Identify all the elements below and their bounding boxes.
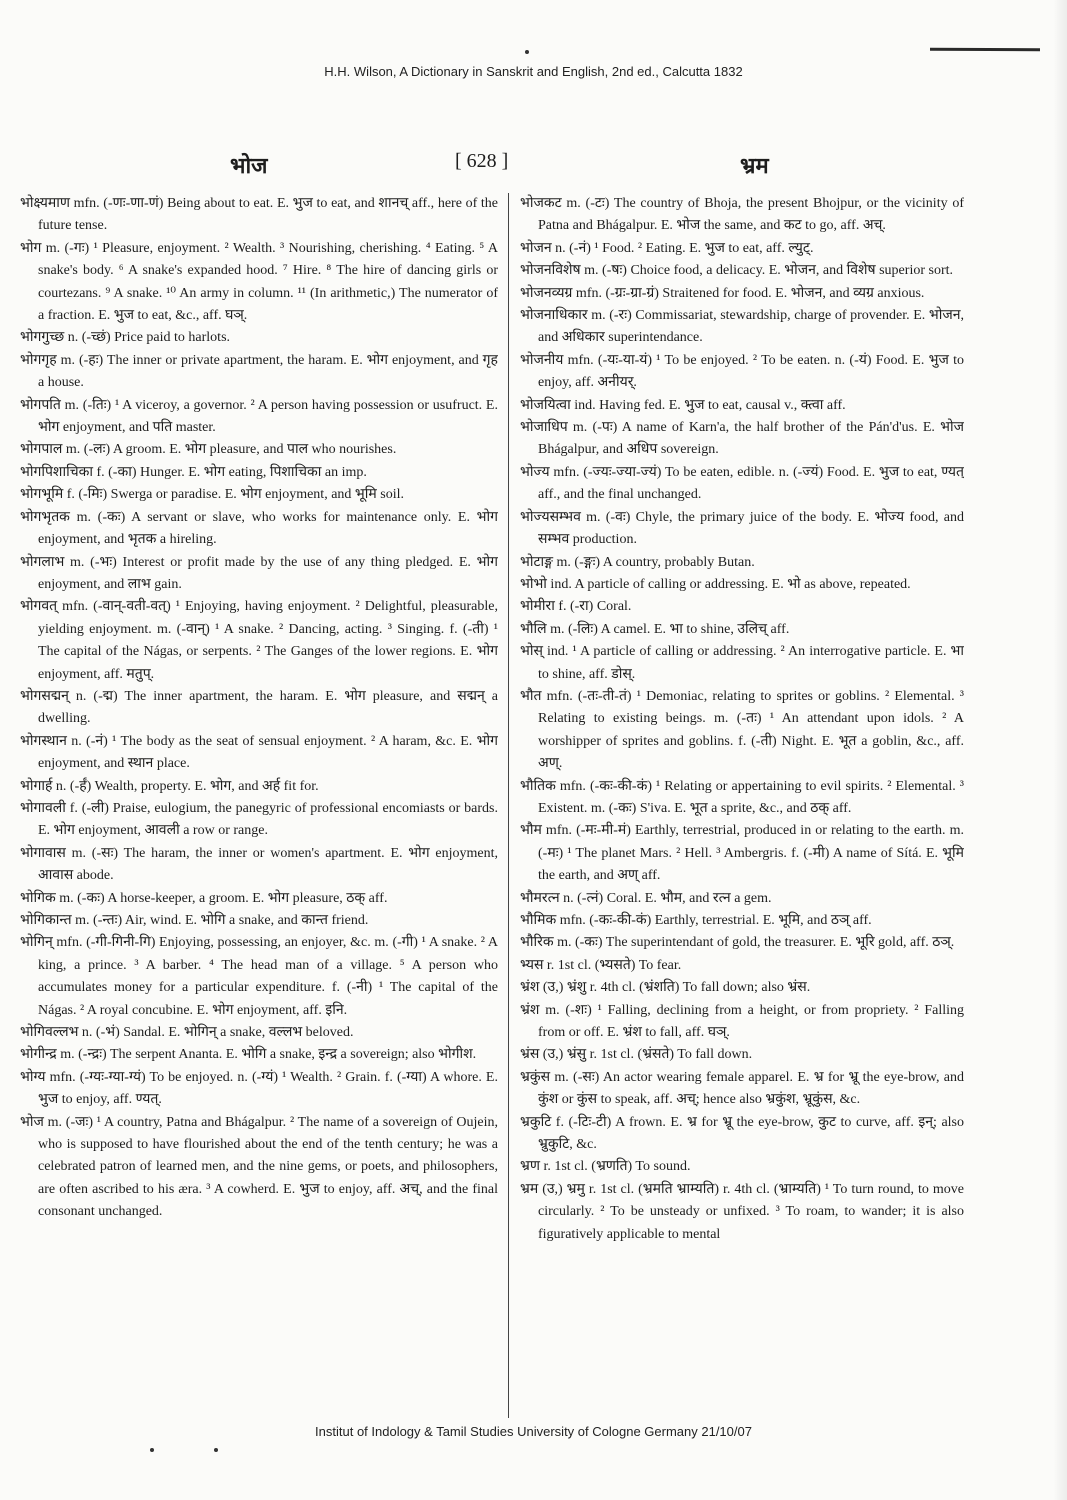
- dictionary-entry: भोज m. (-जः) ¹ A country, Patna and Bhágalpur. ² The name of a sovereign of Oujein, who is supposed to have flourished about the end of the tenth century; he was a celebrated patron of learned men, and the nine gems, or poets, and philosophers, are often ascribed to his æra. ³ A cowherd. E. भुज to enjoy, aff. अच्, and the final consonant unchanged.: [20, 1114, 498, 1220]
- dictionary-entry: भोगपति m. (-तिः) ¹ A viceroy, a governor. ² A person having possession or usufruct. E. भोग enjoyment, and पति master.: [20, 397, 498, 436]
- dictionary-entry: भोगस्थान n. (-नं) ¹ The body as the seat of sensual enjoyment. ² A haram, &c. E. भोग enjoyment, and स्थान place.: [20, 733, 498, 772]
- dictionary-entry: भोगिवल्लभ n. (-भं) Sandal. E. भोगिन् a snake, वल्लभ beloved.: [20, 1025, 354, 1041]
- page-number: [ 628 ]: [455, 150, 509, 172]
- left-running-head: भोज: [230, 153, 268, 178]
- dictionary-entry: भोटाङ्ग m. (-ङ्गः) A country, probably Butan.: [520, 554, 755, 570]
- dictionary-entry: भौमरत्न n. (-त्नं) Coral. E. भौम, and रत्न a gem.: [520, 890, 772, 906]
- dictionary-entry: भोज्य mfn. (-ज्यः-ज्या-ज्यं) To be eaten, edible. n. (-ज्यं) Food. E. भुज to eat, ण्यत् aff., and the final unchanged.: [520, 464, 964, 503]
- column-divider: [508, 193, 509, 1418]
- scan-speck: [150, 1448, 154, 1452]
- right-column: [520, 193, 964, 1423]
- dictionary-entry: भोक्ष्यमाण mfn. (-णः-णा-णं) Being about to eat. E. भुज to eat, and शानच् aff., here of the future tense.: [20, 196, 498, 234]
- dictionary-entry: भोस् ind. ¹ A particle of calling or addressing. ² An interrogative particle. E. भा to shine, aff. डोस्.: [520, 644, 964, 682]
- dictionary-entry: भोजनाधिकार m. (-रः) Commissariat, stewardship, charge of provender. E. भोजन, and अधिकार superintendance.: [520, 308, 964, 346]
- dictionary-entry: भोमीरा f. (-रा) Coral.: [520, 599, 632, 615]
- dictionary-entry: भ्रम (उ,) भ्रमु r. 1st cl. (भ्रमति भ्राम्यति) r. 4th cl. (भ्राम्यति) ¹ To turn round, to move circularly. ² To be unsteady or unfixed. ³ To roam, to wander; it is also figuratively applicable to mental: [520, 1181, 964, 1242]
- dictionary-entry: भोजन n. (-नं) ¹ Food. ² Eating. E. भुज to eat, aff. ल्युट्.: [520, 240, 814, 256]
- dictionary-entry: भोजयित्वा ind. Having fed. E. भुज to eat, causal v., क्त्वा aff.: [520, 397, 846, 413]
- dictionary-entry: भोगपिशाचिका f. (-का) Hunger. E. भोग eating, पिशाचिका an imp.: [20, 464, 367, 480]
- scan-top-rule: [930, 48, 1040, 52]
- dictionary-entry: भ्यस r. 1st cl. (भ्यसते) To fear.: [520, 957, 682, 973]
- dictionary-entry: भोग्य mfn. (-ग्यः-ग्या-ग्यं) To be enjoyed. n. (-ग्यं) ¹ Wealth. ² Grain. f. (-ग्या) A whore. E. भुज to enjoy, aff. ण्यत्.: [20, 1069, 498, 1108]
- dictionary-entry: भोगभूमि f. (-मिः) Swerga or paradise. E. भोग enjoyment, and भूमि soil.: [20, 487, 404, 503]
- source-footer: Institut of Indology & Tamil Studies University of Cologne Germany 21/10/07: [315, 1424, 752, 1439]
- dictionary-entry: भोगसद्मन् n. (-द्म) The inner apartment, the haram. E. भोग pleasure, and सद्मन् a dwelling.: [20, 688, 498, 727]
- left-column: [20, 193, 498, 1423]
- dictionary-entry: भोजाधिप m. (-पः) A name of Karn'a, the half brother of the Pán'd'us. E. भोज Bhágalpur, and अधिप sovereign.: [520, 420, 964, 458]
- right-running-head: भ्रम: [740, 153, 769, 178]
- scan-edge-shadow: [1053, 0, 1067, 1500]
- dictionary-entry: भोगावास m. (-सः) The haram, the inner or women's apartment. E. भोग enjoyment, आवास abode.: [20, 845, 498, 884]
- dictionary-entry: भ्रकुटि f. (-टिः-टी) A frown. E. भ्र for भ्रू the eye-brow, कुट to curve, aff. इन्; also भ्रुकुटि, &c.: [520, 1114, 964, 1153]
- dictionary-entry: भोगभृतक m. (-कः) A servant or slave, who works for maintenance only. E. भोग enjoyment, and भृतक a hireling.: [20, 509, 498, 548]
- dictionary-entry: भोजनव्यग्र mfn. (-ग्रः-ग्रा-ग्रं) Straitened for food. E. भोजन, and व्यग्र anxious.: [520, 285, 925, 301]
- dictionary-entry: भोगीन्द्र m. (-न्द्रः) The serpent Ananta. E. भोगि a snake, इन्द्र a sovereign; also भोगीश.: [20, 1047, 477, 1063]
- dictionary-entry: भोगार्ह n. (-र्हं) Wealth, property. E. भोग, and अर्ह fit for.: [20, 778, 319, 794]
- dictionary-entry: भोगवत् mfn. (-वान्-वती-वत्) ¹ Enjoying, having enjoyment. ² Delightful, pleasurable, yielding enjoyment. m. (-वान्) ¹ A snake. ² Dancing, acting. ³ Singing. f. (-ती) ¹ The capital of the Nágas, or serpents. ² The Ganges of the lower regions. E. भोग enjoyment, aff. मतुप्.: [20, 599, 498, 682]
- dictionary-entry: भ्रंस (उ,) भ्रंसु r. 1st cl. (भ्रंसते) To fall down.: [520, 1047, 753, 1063]
- dictionary-entry: भ्रण r. 1st cl. (भ्रणति) To sound.: [520, 1159, 691, 1175]
- dictionary-entry: भोगपाल m. (-लः) A groom. E. भोग pleasure, and पाल who nourishes.: [20, 442, 397, 458]
- dictionary-entry: भौतिक mfn. (-कः-की-कं) ¹ Relating or appertaining to evil spirits. ² Elemental. ³ Existent. m. (-कः) S'iva. E. भूत a sprite, &c., and ठक् aff.: [520, 778, 964, 816]
- dictionary-entry: भोग m. (-गः) ¹ Pleasure, enjoyment. ² Wealth. ³ Nourishing, cherishing. ⁴ Eating. ⁵ A snake's body. ⁶ A snake's expanded hood. ⁷ Hire. ⁸ The hire of dancing girls or courtezans. ⁹ A snake. ¹⁰ An army in column. ¹¹ (In arithmetic,) The numerator of a fraction. E. भुज to eat, &c., aff. घञ्.: [20, 240, 498, 324]
- scan-speck: [214, 1448, 218, 1452]
- dictionary-entry: भौम mfn. (-मः-मी-मं) Earthly, terrestrial, produced in or relating to the earth. m. (-मः) ¹ The planet Mars. ² Hell. ³ Ambergris. f. (-मी) A name of Sítá. E. भूमि the earth, and अण् aff.: [520, 823, 964, 884]
- dictionary-entry: भोगिकान्त m. (-न्तः) Air, wind. E. भोगि a snake, and कान्त friend.: [20, 913, 369, 928]
- scan-speck: [525, 50, 529, 54]
- dictionary-entry: भोज्यसम्भव m. (-वः) Chyle, the primary juice of the body. E. भोज्य food, and सम्भव production.: [520, 509, 964, 548]
- dictionary-entry: भोभो ind. A particle of calling or addressing. E. भो as above, repeated.: [520, 576, 911, 592]
- dictionary-entry: भ्रकुंस m. (-सः) An actor wearing female apparel. E. भ्र for भ्रू the eye-brow, and कुंश or कुंस to speak, aff. अच्; hence also भ्रकुंश, भ्रूकुंस, &c.: [520, 1069, 964, 1108]
- dictionary-entry: भोजनविशेष m. (-षः) Choice food, a delicacy. E. भोजन, and विशेष superior sort.: [520, 263, 953, 279]
- dictionary-entry: भोगिन् mfn. (-गी-गिनी-गि) Enjoying, possessing, an enjoyer, &c. m. (-गी) ¹ A snake. ² A king, a prince. ³ A barber. ⁴ The head man of a village. ⁵ A person who accumulates money for a particular expenditure. f. (-नी) ¹ The capital of the Nágas. ² A royal concubine. E. भोग enjoyment, aff. इनि.: [20, 935, 498, 1018]
- dictionary-entry: भ्रंश (उ,) भ्रंशु r. 4th cl. (भ्रंशति) To fall down; also भ्रंस.: [520, 980, 811, 996]
- dictionary-entry: भोजनीय mfn. (-यः-या-यं) ¹ To be enjoyed. ² To be eaten. n. (-यं) Food. E. भुज to enjoy, aff. अनीयर्.: [520, 352, 964, 391]
- dictionary-entry: भोगगुच्छ n. (-च्छं) Price paid to harlots.: [20, 330, 231, 346]
- dictionary-entry: भोगगृह m. (-हः) The inner or private apartment, the haram. E. भोग enjoyment, and गृह a house.: [20, 352, 498, 391]
- dictionary-entry: भ्रंश m. (-शः) ¹ Falling, declining from a height, or from propriety. ² Falling from or off. E. भ्रंश to fall, aff. घञ्.: [520, 1002, 964, 1041]
- dictionary-entry: भोगिक m. (-कः) A horse-keeper, a groom. E. भोग pleasure, ठक् aff.: [20, 890, 388, 906]
- dictionary-entry: भौरिक m. (-कः) The superintendant of gold, the treasurer. E. भूरि gold, aff. ठञ्.: [520, 935, 955, 951]
- source-header: H.H. Wilson, A Dictionary in Sanskrit and English, 2nd ed., Calcutta 1832: [324, 64, 743, 79]
- dictionary-entry: भोगावली f. (-ली) Praise, eulogium, the panegyric of professional encomiasts or bards. E. भोग enjoyment, आवली a row or range.: [20, 800, 498, 839]
- dictionary-entry: भोजकट m. (-टः) The country of Bhoja, the present Bhojpur, or the vicinity of Patna and Bhágalpur. E. भोज the same, and कट to go, aff. अच्.: [520, 196, 964, 234]
- dictionary-entry: भौलि m. (-लिः) A camel. E. भा to shine, उलिच् aff.: [520, 621, 790, 637]
- dictionary-entry: भोगलाभ m. (-भः) Interest or profit made by the use of any thing pledged. E. भोग enjoyment, and लाभ gain.: [20, 554, 498, 592]
- dictionary-entry: भौमिक mfn. (-कः-की-कं) Earthly, terrestrial. E. भूमि, and ठञ् aff.: [520, 913, 872, 928]
- page-heading-row: [0, 150, 1067, 180]
- dictionary-entry: भौत mfn. (-तः-ती-तं) ¹ Demoniac, relating to sprites or goblins. ² Elemental. ³ Relating to existing beings. m. (-तः) ¹ An attendant upon idols. ² A worshipper of sprites and goblins. f. (-ती) Night. E. भूत a goblin, &c., aff. अण्.: [520, 688, 964, 772]
